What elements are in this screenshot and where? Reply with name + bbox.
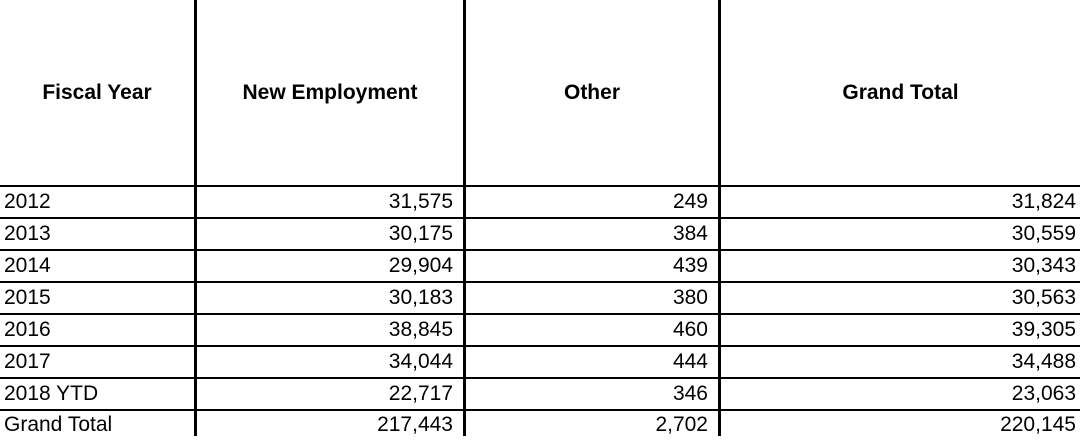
cell-fiscal-year: 2018 YTD <box>4 382 99 405</box>
cell-fiscal-year: 2015 <box>4 286 51 309</box>
cell-grand-total: 31,824 <box>1011 190 1076 213</box>
cell-other: 384 <box>672 222 708 245</box>
cell-new-employment: 30,175 <box>388 222 453 245</box>
cell-grand-total: 30,559 <box>1011 222 1076 245</box>
cell-grand-total: 30,563 <box>1011 286 1076 309</box>
cell-other: 444 <box>672 350 708 373</box>
cell-fiscal-year: 2017 <box>4 350 51 373</box>
cell-other: 439 <box>672 254 708 277</box>
cell-other: 460 <box>672 318 708 341</box>
cell-other: 2,702 <box>655 413 708 436</box>
header-fiscal-year: Fiscal Year <box>42 81 152 104</box>
cell-fiscal-year: Grand Total <box>4 413 113 436</box>
cell-fiscal-year: 2016 <box>4 318 51 341</box>
cell-other: 380 <box>672 286 708 309</box>
cell-grand-total: 39,305 <box>1011 318 1076 341</box>
header-other: Other <box>563 81 620 104</box>
header-grand-total: Grand Total <box>842 81 959 104</box>
cell-fiscal-year: 2012 <box>4 190 51 213</box>
cell-new-employment: 34,044 <box>388 350 453 373</box>
cell-new-employment: 29,904 <box>388 254 453 277</box>
cell-other: 249 <box>672 190 708 213</box>
cell-new-employment: 31,575 <box>388 190 453 213</box>
cell-new-employment: 30,183 <box>388 286 453 309</box>
header-new-employment: New Employment <box>242 81 418 104</box>
cell-grand-total: 30,343 <box>1011 254 1076 277</box>
cell-grand-total: 34,488 <box>1011 350 1076 373</box>
cell-new-employment: 38,845 <box>388 318 453 341</box>
cell-fiscal-year: 2014 <box>4 254 51 277</box>
cell-other: 346 <box>672 382 708 405</box>
cell-new-employment: 217,443 <box>377 413 453 436</box>
cell-new-employment: 22,717 <box>388 382 453 405</box>
cell-grand-total: 23,063 <box>1011 382 1076 405</box>
cell-fiscal-year: 2013 <box>4 222 51 245</box>
cell-grand-total: 220,145 <box>1000 413 1076 436</box>
